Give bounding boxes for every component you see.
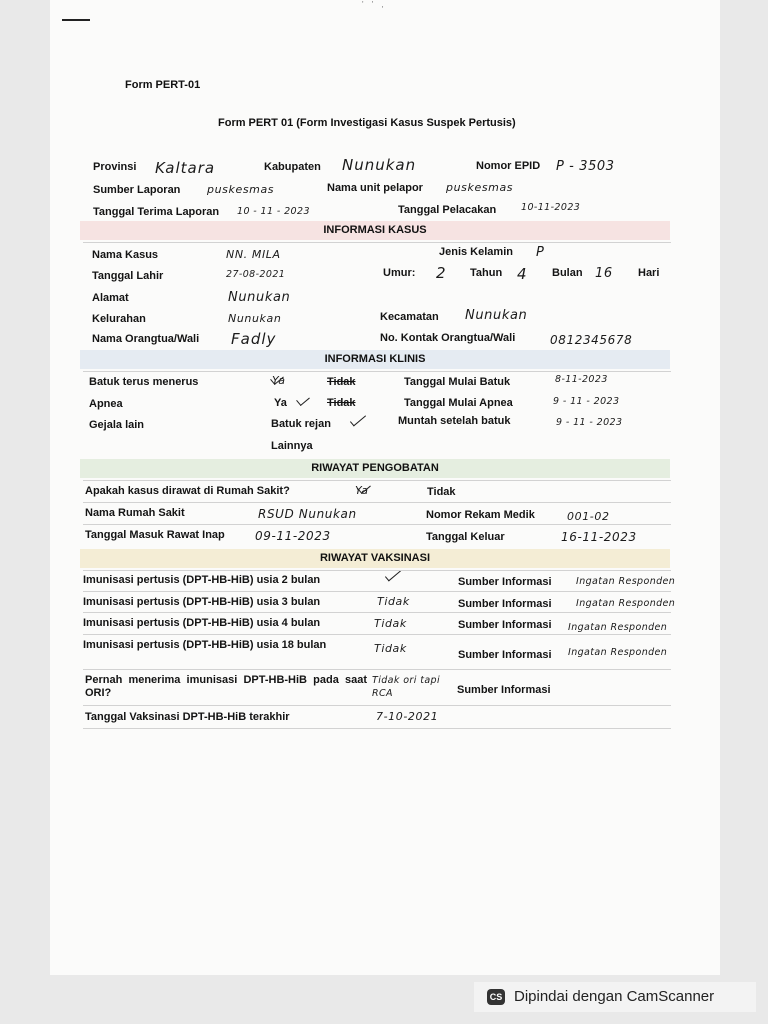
kontak-value[interactable]: 0812345678	[550, 333, 633, 347]
tanggal-lahir-label: Tanggal Lahir	[92, 270, 164, 282]
section-informasi-kasus: INFORMASI KASUS	[80, 221, 670, 240]
kontak-label: No. Kontak Orangtua/Wali	[380, 332, 516, 344]
masuk-rawat-label: Tanggal Masuk Rawat Inap	[85, 529, 225, 541]
table-rule	[83, 612, 671, 613]
tanggal-pelacakan-label: Tanggal Pelacakan	[398, 204, 497, 216]
scan-specks: ' ' ,	[362, 0, 387, 9]
kelurahan-value[interactable]: Nunukan	[228, 312, 282, 325]
batuk-ya-option[interactable]: Ya	[272, 374, 286, 387]
rumah-sakit-label: Nama Rumah Sakit	[85, 507, 185, 519]
alamat-label: Alamat	[92, 292, 129, 304]
form-title: Form PERT 01 (Form Investigasi Kasus Suspek Pertusis)	[218, 117, 516, 129]
batuk-label: Batuk terus menerus	[89, 376, 199, 388]
tahun-label: Tahun	[470, 267, 503, 279]
vaksin-terakhir-label: Tanggal Vaksinasi DPT-HB-HiB terakhir	[85, 711, 290, 723]
unit-pelapor-value[interactable]: puskesmas	[446, 181, 514, 194]
section-riwayat-pengobatan: RIWAYAT PENGOBATAN	[80, 459, 670, 478]
margin-mark	[62, 19, 90, 21]
hari-label: Hari	[638, 267, 660, 279]
bulan-label: Bulan	[552, 267, 583, 279]
apnea-ya-option[interactable]: Ya	[274, 397, 287, 409]
vaksin-row-value[interactable]: Tidak	[374, 617, 407, 630]
tanggal-keluar-value[interactable]: 16-11-2023	[561, 530, 637, 544]
epid-label: Nomor EPID	[476, 160, 541, 172]
nama-kasus-label: Nama Kasus	[92, 249, 159, 261]
rumah-sakit-value[interactable]: RSUD Nunukan	[258, 507, 357, 521]
lainnya-label: Lainnya	[271, 440, 313, 452]
orangtua-label: Nama Orangtua/Wali	[92, 333, 200, 345]
umur-label: Umur:	[383, 267, 416, 279]
umur-hari-value[interactable]: 16	[595, 266, 613, 281]
table-rule	[83, 705, 671, 706]
umur-bulan-value[interactable]: 4	[517, 265, 528, 283]
dirawat-tidak-option[interactable]: Tidak	[427, 486, 456, 498]
table-rule	[83, 524, 671, 525]
sumber-informasi-label: Sumber Informasi	[458, 649, 552, 661]
orangtua-value[interactable]: Fadly	[231, 330, 277, 348]
apnea-label: Apnea	[89, 398, 123, 410]
table-rule	[83, 591, 671, 592]
batuk-tidak-option[interactable]: Tidak	[327, 376, 356, 388]
sumber-informasi-value[interactable]: Ingatan Responden	[568, 647, 668, 658]
provinsi-value[interactable]: Kaltara	[155, 159, 216, 177]
table-rule	[83, 728, 671, 729]
kabupaten-value[interactable]: Nunukan	[342, 156, 417, 174]
sumber-informasi-value[interactable]: Ingatan Responden	[568, 622, 668, 633]
kelurahan-label: Kelurahan	[92, 313, 146, 325]
mulai-batuk-label: Tanggal Mulai Batuk	[404, 376, 511, 388]
sumber-informasi-value[interactable]: Ingatan Responden	[576, 576, 676, 587]
masuk-rawat-value[interactable]: 09-11-2023	[255, 529, 331, 543]
tanggal-terima-value[interactable]: 10 - 11 - 2023	[237, 206, 310, 217]
table-rule	[83, 502, 671, 503]
tanggal-lahir-value[interactable]: 27-08-2021	[226, 269, 286, 280]
sumber-laporan-label: Sumber Laporan	[93, 184, 181, 196]
tanggal-keluar-label: Tanggal Keluar	[426, 531, 505, 543]
mulai-batuk-value[interactable]: 8-11-2023	[555, 374, 608, 385]
dirawat-label: Apakah kasus dirawat di Rumah Sakit?	[85, 485, 290, 497]
sumber-informasi-label: Sumber Informasi	[457, 684, 551, 696]
ori-value[interactable]: Tidak ori tapi RCA	[372, 675, 441, 699]
dirawat-ya-option[interactable]: Ya	[355, 484, 369, 497]
form-code: Form PERT-01	[125, 79, 201, 91]
vaksin-terakhir-value[interactable]: 7-10-2021	[376, 710, 439, 723]
tanggal-pelacakan-value[interactable]: 10-11-2023	[521, 202, 581, 213]
batuk-rejan-label: Batuk rejan	[271, 418, 331, 430]
nama-kasus-value[interactable]: NN. MILA	[226, 248, 281, 261]
tanggal-terima-label: Tanggal Terima Laporan	[93, 206, 220, 218]
muntah-label: Muntah setelah batuk	[398, 415, 511, 427]
gejala-lain-label: Gejala lain	[89, 419, 145, 431]
umur-tahun-value[interactable]: 2	[436, 264, 447, 282]
provinsi-label: Provinsi	[93, 161, 137, 173]
camscanner-logo-icon: CS	[487, 989, 505, 1005]
table-rule	[83, 371, 671, 372]
vaksin-row-value[interactable]: Tidak	[374, 642, 407, 655]
epid-value[interactable]: P - 3503	[556, 159, 615, 174]
section-informasi-klinis: INFORMASI KLINIS	[80, 350, 670, 369]
alamat-value[interactable]: Nunukan	[228, 290, 291, 305]
sumber-informasi-label: Sumber Informasi	[458, 598, 552, 610]
vaksin-row-value[interactable]: Tidak	[377, 595, 410, 608]
vaksin-row-label: Imunisasi pertusis (DPT-HB-HiB) usia 4 bulan	[83, 617, 321, 629]
ori-label: Pernah menerima imunisasi DPT-HB-HiB pada saat ORI?	[85, 674, 367, 699]
sumber-laporan-value[interactable]: puskesmas	[207, 183, 275, 196]
rekam-medik-value[interactable]: 001-02	[567, 510, 610, 523]
sumber-informasi-label: Sumber Informasi	[458, 619, 552, 631]
table-rule	[83, 480, 671, 481]
unit-pelapor-label: Nama unit pelapor	[327, 182, 423, 194]
mulai-apnea-label: Tanggal Mulai Apnea	[404, 397, 513, 409]
kecamatan-value[interactable]: Nunukan	[465, 308, 528, 323]
table-rule	[83, 669, 671, 670]
jenis-kelamin-value[interactable]: P	[536, 245, 545, 260]
kecamatan-label: Kecamatan	[380, 311, 439, 323]
kabupaten-label: Kabupaten	[264, 161, 321, 173]
sumber-informasi-value[interactable]: Ingatan Responden	[576, 598, 676, 609]
apnea-tidak-option[interactable]: Tidak	[327, 397, 356, 409]
vaksin-row-label: Imunisasi pertusis (DPT-HB-HiB) usia 18 bulan	[83, 639, 327, 651]
table-rule	[83, 570, 671, 571]
table-rule	[83, 242, 671, 243]
vaksin-row-label: Imunisasi pertusis (DPT-HB-HiB) usia 3 bulan	[83, 596, 321, 608]
rekam-medik-label: Nomor Rekam Medik	[426, 509, 535, 521]
vaksin-row-label: Imunisasi pertusis (DPT-HB-HiB) usia 2 bulan	[83, 574, 321, 586]
camscanner-text: Dipindai dengan CamScanner	[514, 988, 715, 1005]
section-riwayat-vaksinasi: RIWAYAT VAKSINASI	[80, 549, 670, 568]
jenis-kelamin-label: Jenis Kelamin	[439, 246, 513, 258]
table-rule	[83, 634, 671, 635]
sumber-informasi-label: Sumber Informasi	[458, 576, 552, 588]
mulai-apnea-value[interactable]: 9 - 11 - 2023	[553, 396, 620, 407]
camscanner-watermark	[474, 982, 756, 1012]
muntah-value[interactable]: 9 - 11 - 2023	[556, 417, 623, 428]
